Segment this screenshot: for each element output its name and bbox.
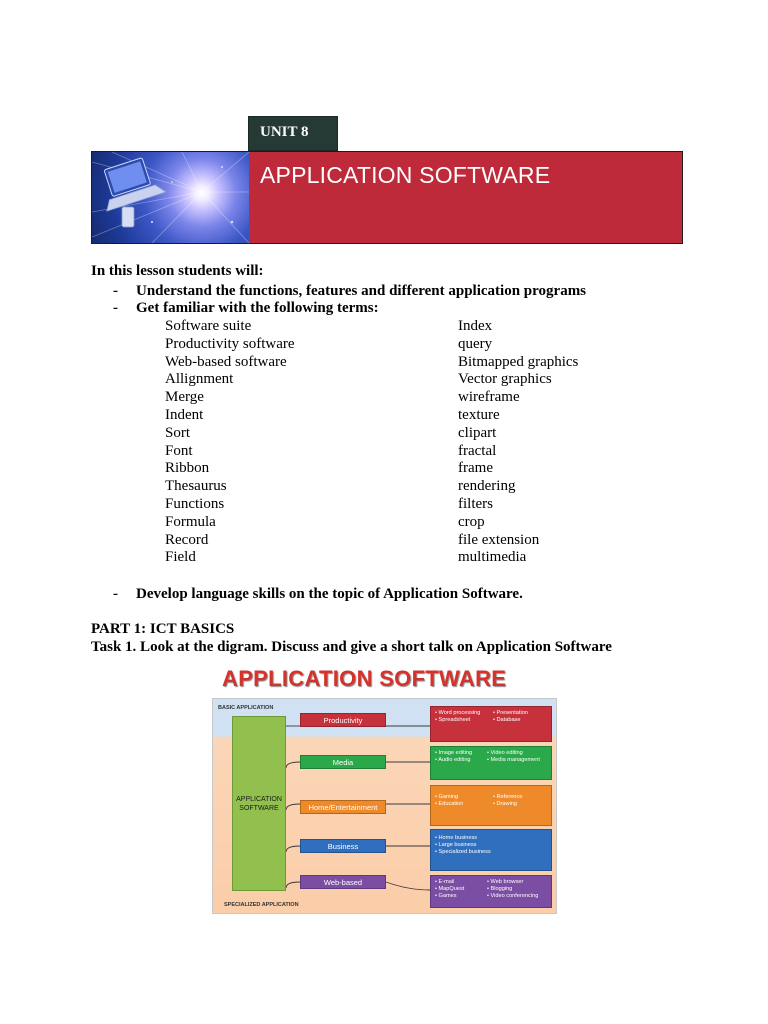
term: Thesaurus	[165, 478, 227, 495]
task-instruction: Task 1. Look at the digram. Discuss and give a short talk on Application Software	[91, 639, 612, 655]
detail-item: • Spreadsheet	[435, 717, 471, 724]
term: texture	[458, 406, 500, 423]
category-web-based: Web-based	[300, 875, 386, 889]
term: Functions	[165, 495, 225, 512]
terms-right-column	[458, 318, 578, 567]
productivity-details	[430, 706, 552, 742]
term: Formula	[165, 513, 216, 530]
detail-item: • Presentation	[493, 710, 528, 716]
term: Font	[165, 442, 193, 459]
term: rendering	[458, 478, 516, 495]
detail-item: • Video conferencing	[487, 893, 539, 900]
term: clipart	[458, 424, 497, 441]
term: Merge	[165, 389, 204, 406]
term: Productivity software	[165, 335, 295, 352]
detail-item: • E-mail	[435, 879, 455, 885]
lesson-intro: In this lesson students will:	[91, 263, 264, 279]
detail-item: • Word processing	[435, 710, 481, 716]
term: multimedia	[458, 549, 527, 566]
media-details	[430, 746, 552, 780]
category-home-entertainment: Home/Entertainment	[300, 800, 386, 814]
term: frame	[458, 460, 493, 477]
term: Bitmapped graphics	[458, 353, 579, 370]
detail-item: • Education	[435, 801, 464, 808]
detail-item: • Specialized business	[435, 849, 491, 856]
term: Web-based software	[165, 353, 287, 370]
application-software-diagram	[212, 664, 557, 914]
category-productivity: Productivity	[300, 713, 386, 727]
list-dash: -	[113, 283, 118, 299]
detail-item: • Media management	[487, 757, 540, 764]
term: wireframe	[458, 389, 520, 406]
term: Sort	[165, 424, 191, 441]
title-banner	[91, 151, 683, 244]
unit-label: UNIT 8	[248, 116, 338, 151]
business-details	[430, 829, 552, 871]
category-business: Business	[300, 839, 386, 853]
detail-item: • Video editing	[487, 750, 523, 756]
term: filters	[458, 495, 493, 512]
laptop-network-illustration	[92, 152, 249, 243]
detail-item: • Games	[435, 893, 457, 900]
home-entertainment-details	[430, 785, 552, 826]
term: Software suite	[165, 318, 252, 334]
objective-text: Understand the functions, features and different application programs	[136, 283, 587, 299]
detail-item: • Database	[493, 717, 521, 724]
term: Record	[165, 531, 209, 548]
term: Indent	[165, 406, 204, 423]
term: Index	[458, 318, 493, 334]
list-dash: -	[113, 586, 118, 602]
detail-item: • Home business	[435, 835, 478, 841]
detail-item: • Audio editing	[435, 757, 471, 764]
detail-item: • Drawing	[493, 801, 518, 808]
detail-item: • Web browser	[487, 879, 524, 885]
page-title: APPLICATION SOFTWARE	[260, 162, 551, 188]
center-line-2: SOFTWARE	[239, 804, 279, 812]
list-dash: -	[113, 300, 118, 316]
banner-image	[92, 152, 249, 243]
term: Ribbon	[165, 460, 210, 477]
objective-text: Develop language skills on the topic of Application Software.	[136, 586, 523, 602]
specialized-caption: SPECIALIZED APPLICATION	[224, 902, 299, 908]
term: crop	[458, 513, 485, 530]
application-software-node	[232, 716, 286, 891]
term: file extension	[458, 531, 540, 548]
detail-item: • Gaming	[435, 794, 459, 800]
basic-caption: BASIC APPLICATION	[218, 705, 274, 711]
detail-item: • Large business	[435, 842, 477, 849]
terms-left-column	[165, 318, 295, 567]
detail-item: • Image editing	[435, 750, 473, 756]
web-based-details	[430, 875, 552, 908]
detail-item: • Blogging	[487, 886, 513, 893]
detail-item: • Reference	[493, 794, 523, 800]
detail-item: • MapQuest	[435, 886, 465, 893]
term: fractal	[458, 442, 497, 459]
diagram-title: APPLICATION SOFTWARE	[222, 666, 507, 691]
objective-text: Get familiar with the following terms:	[136, 300, 379, 316]
term: Vector graphics	[458, 371, 552, 388]
term: query	[458, 335, 493, 352]
center-line-1: APPLICATION	[236, 795, 282, 803]
term: Allignment	[165, 371, 234, 388]
part-heading: PART 1: ICT BASICS	[91, 621, 235, 637]
category-media: Media	[300, 755, 386, 769]
term: Field	[165, 549, 196, 566]
